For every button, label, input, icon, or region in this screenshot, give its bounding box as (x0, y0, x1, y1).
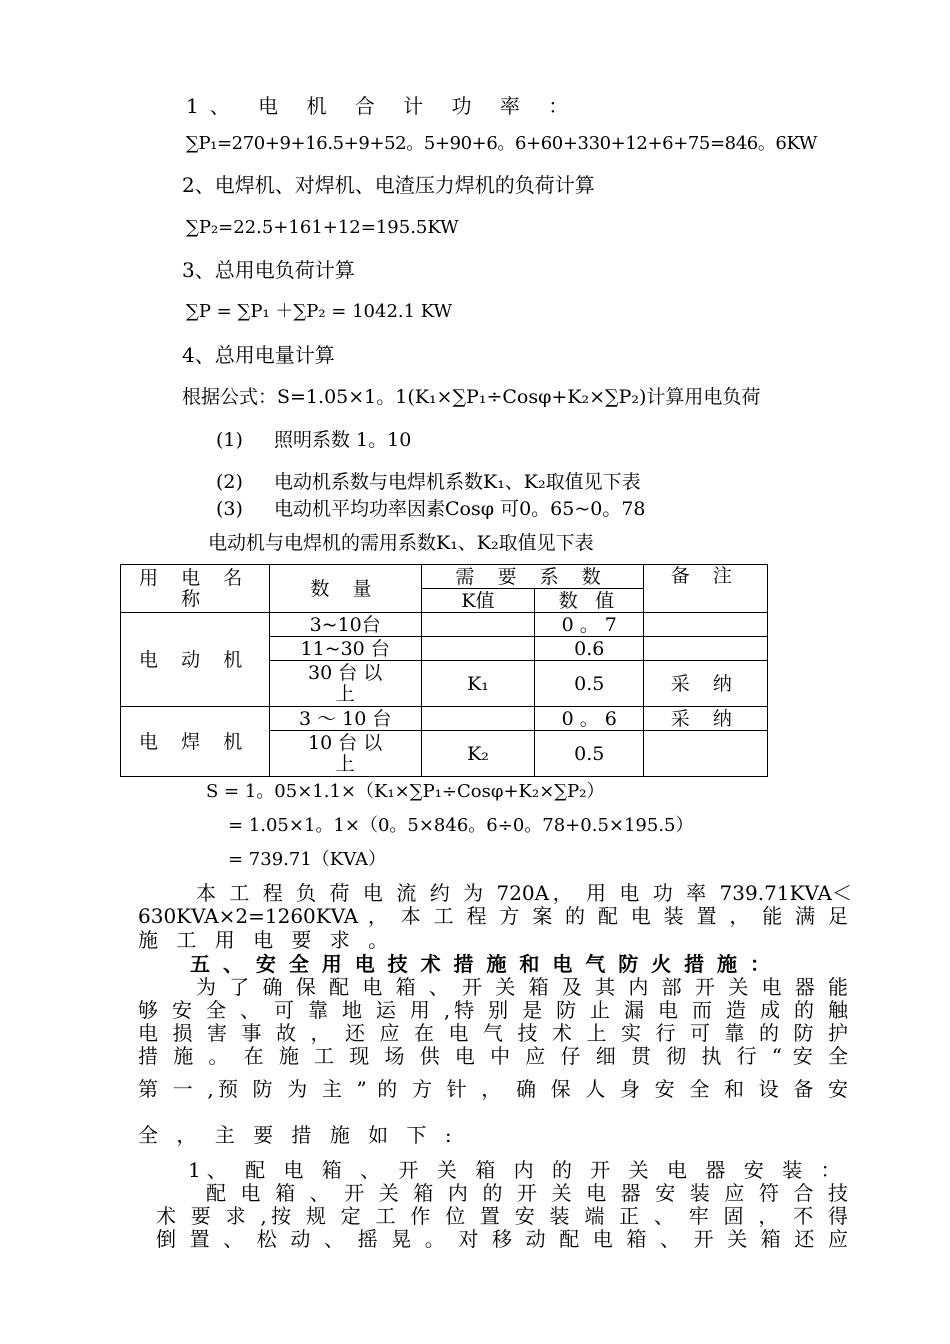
para3-line-1: 配 电 箱 、 开 关 箱 内 的 开 关 电 器 安 装 应 符 合 技 (206, 1181, 848, 1205)
section-4-title: 4、总用电量计算 (182, 343, 335, 367)
row-k (421, 707, 535, 731)
row-quantity: 10 台 以 上 (269, 731, 421, 777)
para2-line-2: 够 安 全 、 可 靠 地 运 用 ,特 别 是 防 止 漏 电 而 造 成 的 触 (138, 998, 848, 1022)
para2-line-3: 电 损 害 事 故 ， 还 应 在 电 气 技 术 上 实 行 可 靠 的 防 护 (138, 1021, 848, 1045)
header-coefficient: 需 要 系 数 (421, 565, 644, 589)
section-2-formula: ∑P₂=22.5+161+12=195.5KW (186, 217, 459, 238)
section-4-formula: 根据公式：S=1.05×1。1(K₁×∑P₁÷Cosφ+K₂×∑P₂)计算用电负荷 (182, 386, 761, 408)
header-quantity: 数 量 (269, 565, 421, 613)
row-note (644, 731, 768, 777)
table-row (121, 613, 768, 637)
row-note: 采 纳 (644, 707, 768, 731)
row-k (421, 637, 535, 661)
header-value: 数 值 (535, 589, 644, 613)
row-note (644, 613, 768, 637)
para2-line-1: 为 了 确 保 配 电 箱 、 开 关 箱 及 其 内 部 开 关 电 器 能 (196, 975, 848, 999)
row-k: K₁ (421, 661, 535, 707)
para2-line-4: 措 施 。 在 施 工 现 场 供 电 中 应 仔 细 贯 彻 执 行 “ 安 全 (138, 1044, 848, 1068)
row-value: 0 。 6 (535, 707, 644, 731)
item-2-text: 电动机系数与电焊机系数K₁、K₂取值见下表 (274, 471, 641, 493)
row-quantity: 3~10台 (269, 613, 421, 637)
section-3-title: 3、总用电负荷计算 (182, 258, 355, 282)
item-3-text: 电动机平均功率因素Cosφ 可0。65~0。78 (274, 498, 646, 520)
calc-line-2: = 1.05×1。1×（0。5×846。6÷0。78+0.5×195.5） (228, 815, 694, 836)
item-2-number: (2) (216, 471, 243, 493)
row-note (644, 637, 768, 661)
welder-label: 电 焊 机 (121, 707, 270, 777)
item-1-text: 照明系数 1。10 (274, 429, 412, 451)
calc-line-3: = 739.71（KVA） (228, 849, 387, 870)
motor-label: 电 动 机 (121, 613, 270, 707)
row-note: 采 纳 (644, 661, 768, 707)
section-1-formula: ∑P₁=270+9+16.5+9+52。5+90+6。6+60+330+12+6+75=846。6KW (186, 133, 817, 154)
header-note: 备 注 (644, 565, 768, 613)
row-quantity: 3 ～ 10 台 (269, 707, 421, 731)
row-value: 0 。 7 (535, 613, 644, 637)
para2-line-5: 第 一 ,预 防 为 主 ” 的 方 针 ， 确 保 人 身 安 全 和 设 备 安 (138, 1077, 848, 1101)
row-quantity: 11~30 台 (269, 637, 421, 661)
row-k (421, 613, 535, 637)
para1-line-1: 本 工 程 负 荷 电 流 约 为 720A， 用 电 功 率 739.71KVA＜ (196, 881, 852, 905)
row-k: K₂ (421, 731, 535, 777)
row-value: 0.5 (535, 731, 644, 777)
item-1-number: (1) (216, 429, 243, 451)
para1-line-2: 630KVA×2=1260KVA ， 本 工 程 方 案 的 配 电 装 置 ， 能 满 足 (138, 904, 848, 928)
row-quantity: 30 台 以 上 (269, 661, 421, 707)
para3-line-2: 术 要 求 ,按 规 定 工 作 位 置 安 装 端 正 、 牢 固 ， 不 得 (156, 1204, 848, 1228)
section-2-title: 2、电焊机、对焊机、电渣压力焊机的负荷计算 (182, 173, 595, 197)
subsection-1-title: 1、 配 电 箱 、 开 关 箱 内 的 开 关 电 器 安 装 ： (188, 1158, 847, 1182)
section-3-formula: ∑P = ∑P₁ ＋∑P₂ = 1042.1 KW (186, 301, 453, 322)
row-value: 0.6 (535, 637, 644, 661)
header-name: 用 电 名 称 (121, 565, 270, 613)
header-k: K值 (421, 589, 535, 613)
para1-line-3: 施 工 用 电 要 求 。 (138, 928, 395, 952)
section-5-heading: 五 、 安 全 用 电 技 术 措 施 和 电 气 防 火 措 施 ： (190, 952, 770, 976)
table-row (121, 707, 768, 731)
calc-line-1: S = 1。05×1.1×（K₁×∑P₁÷Cosφ+K₂×∑P₂） (206, 781, 605, 802)
row-value: 0.5 (535, 661, 644, 707)
para3-line-3: 倒 置 、 松 动 、 摇 晃 。 对 移 动 配 电 箱 、 开 关 箱 还 应 (156, 1227, 848, 1251)
section-1-title: 1、 电 机 合 计 功 率 ： (186, 94, 580, 118)
item-3-number: (3) (216, 498, 243, 520)
para2-line-6: 全 ， 主 要 措 施 如 下 : (138, 1123, 458, 1147)
coefficient-table (120, 564, 768, 777)
table-caption: 电动机与电焊机的需用系数K₁、K₂取值见下表 (208, 532, 594, 554)
